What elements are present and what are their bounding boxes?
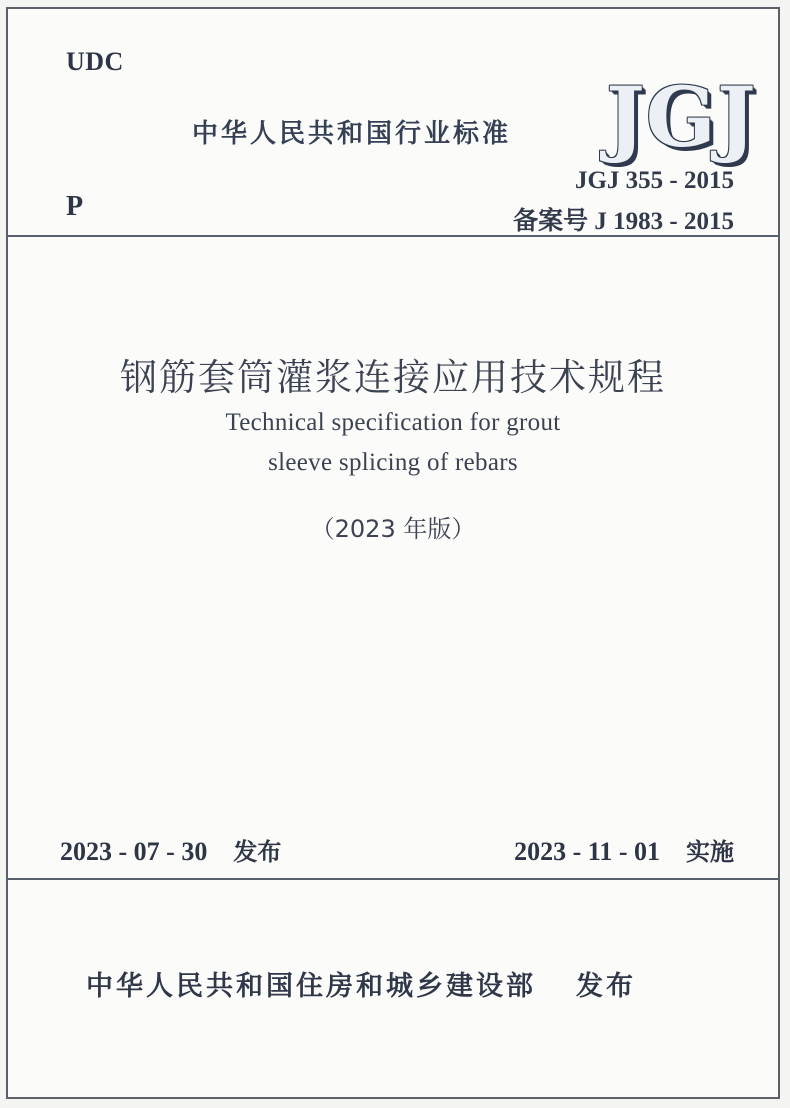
publish-action: 发布 bbox=[576, 971, 636, 1002]
implement-date-block bbox=[514, 832, 734, 867]
jgj-logo: JGJ bbox=[606, 70, 757, 166]
edition-label: （2023 年版） bbox=[310, 515, 476, 543]
publisher-name: 中华人民共和国住房和城乡建设部 bbox=[86, 971, 536, 1002]
issue-date: 2023 - 07 - 30 bbox=[60, 837, 208, 866]
implement-label: 实施 bbox=[686, 838, 734, 866]
implement-date: 2023 - 11 - 01 bbox=[514, 837, 660, 866]
industry-standard-title: 中华人民共和国行业标准 bbox=[192, 119, 512, 149]
document-title-english-line2: sleeve splicing of rebars bbox=[268, 449, 518, 476]
bottom-divider bbox=[8, 878, 778, 880]
document-title-english-line1: Technical specification for grout bbox=[225, 409, 561, 436]
publisher-block bbox=[86, 964, 636, 1003]
record-number: 备案号 J 1983 - 2015 bbox=[513, 208, 734, 235]
category-label: P bbox=[66, 191, 84, 222]
top-divider bbox=[8, 235, 778, 237]
standard-code: JGJ 355 - 2015 bbox=[574, 167, 734, 194]
issue-label: 发布 bbox=[233, 838, 282, 866]
issue-date-block bbox=[60, 832, 281, 867]
document-title-chinese: 钢筋套筒灌浆连接应用技术规程 bbox=[120, 356, 666, 399]
udc-label: UDC bbox=[66, 47, 124, 76]
document-cover bbox=[6, 7, 780, 1099]
